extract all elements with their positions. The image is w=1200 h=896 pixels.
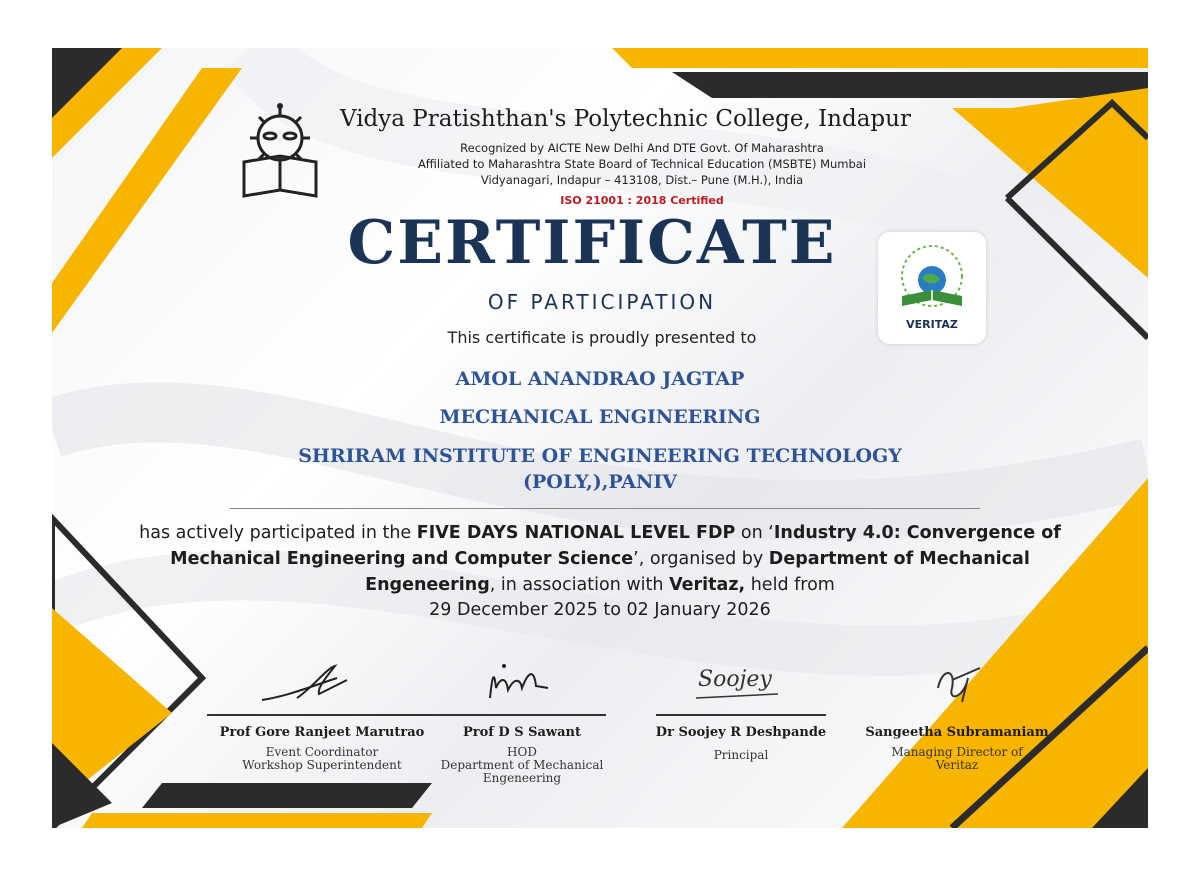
signatory-3-name: Dr Soojey R Deshpande — [655, 725, 827, 740]
presented-to-text: This certificate is proudly presented to — [447, 328, 757, 347]
veritaz-globe-book-icon — [892, 240, 972, 318]
recipient-department: MECHANICAL ENGINEERING — [439, 406, 761, 428]
partner-name: Veritaz, — [669, 575, 746, 595]
recipient-institute — [200, 443, 1000, 495]
signatory-1-role-line: Workshop Superintendent — [242, 758, 402, 772]
participation-paragraph — [110, 520, 1090, 598]
college-address: Vidyanagari, Indapur – 413108, Dist.– Pune (M.H.), India — [480, 173, 804, 187]
certificate — [52, 48, 1148, 828]
para-text: ’, organised by — [633, 549, 769, 569]
institute-line-2: (POLY,),PANIV — [523, 471, 677, 493]
signatory-1-name: Prof Gore Ranjeet Marutrao — [219, 725, 425, 740]
svg-text:Soojey: Soojey — [698, 667, 772, 692]
signature-4-image — [928, 658, 988, 708]
para-text: has actively participated in the — [139, 523, 417, 543]
signatory-2-role-line: Department of Mechanical — [440, 758, 604, 772]
para-text: held from — [745, 575, 835, 595]
signature-line-2 — [436, 714, 606, 716]
signature-line-1 — [207, 714, 437, 716]
signatory-2-role-line: HOD — [507, 745, 537, 759]
divider — [230, 508, 980, 509]
event-dates: 29 December 2025 to 02 January 2026 — [429, 600, 771, 620]
college-recognition: Recognized by AICTE New Delhi And DTE Govt. Of Maharashtra — [460, 141, 824, 155]
signatory-4-role-line: Veritaz — [935, 758, 979, 772]
signatory-2-role — [412, 746, 632, 785]
signatory-1-role-line: Event Coordinator — [265, 745, 379, 759]
signatory-2-name: Prof D S Sawant — [462, 725, 581, 740]
signature-3-image — [692, 654, 782, 710]
signatory-4-name: Sangeetha Subramaniam — [865, 725, 1049, 740]
program-topic: Industry 4.0: Convergence of Mechanical Engineering and Computer Science — [170, 523, 1061, 569]
veritaz-label: VERITAZ — [906, 318, 958, 331]
iso-badge: ISO 21001 : 2018 Certified — [560, 194, 724, 207]
signatory-2-role-line: Engeneering — [482, 771, 562, 785]
signature-2-image — [484, 658, 554, 708]
recipient-name: AMOL ANANDRAO JAGTAP — [455, 368, 745, 390]
signatory-4-role-line: Managing Director of — [891, 745, 1023, 759]
program-name: FIVE DAYS NATIONAL LEVEL FDP — [416, 523, 736, 543]
signatory-4-role — [852, 746, 1062, 772]
certificate-title: CERTIFICATE — [347, 208, 837, 278]
organising-department: Department of Mechanical Engeneering — [365, 549, 1030, 595]
para-text: on ‘ — [735, 523, 774, 543]
signature-1-image — [257, 658, 367, 708]
para-text: , in association with — [489, 575, 670, 595]
college-affiliation: Affiliated to Maharashtra State Board of Technical Education (MSBTE) Mumbai — [417, 157, 867, 171]
college-name: Vidya Pratishthan's Polytechnic College, Indapur — [340, 106, 911, 132]
signature-line-3 — [656, 714, 826, 716]
institute-line-1: SHRIRAM INSTITUTE OF ENGINEERING TECHNOLOGY — [298, 445, 902, 467]
veritaz-logo — [878, 232, 986, 344]
certificate-subtitle: OF PARTICIPATION — [487, 290, 717, 314]
signatory-3-role: Principal — [713, 748, 769, 762]
